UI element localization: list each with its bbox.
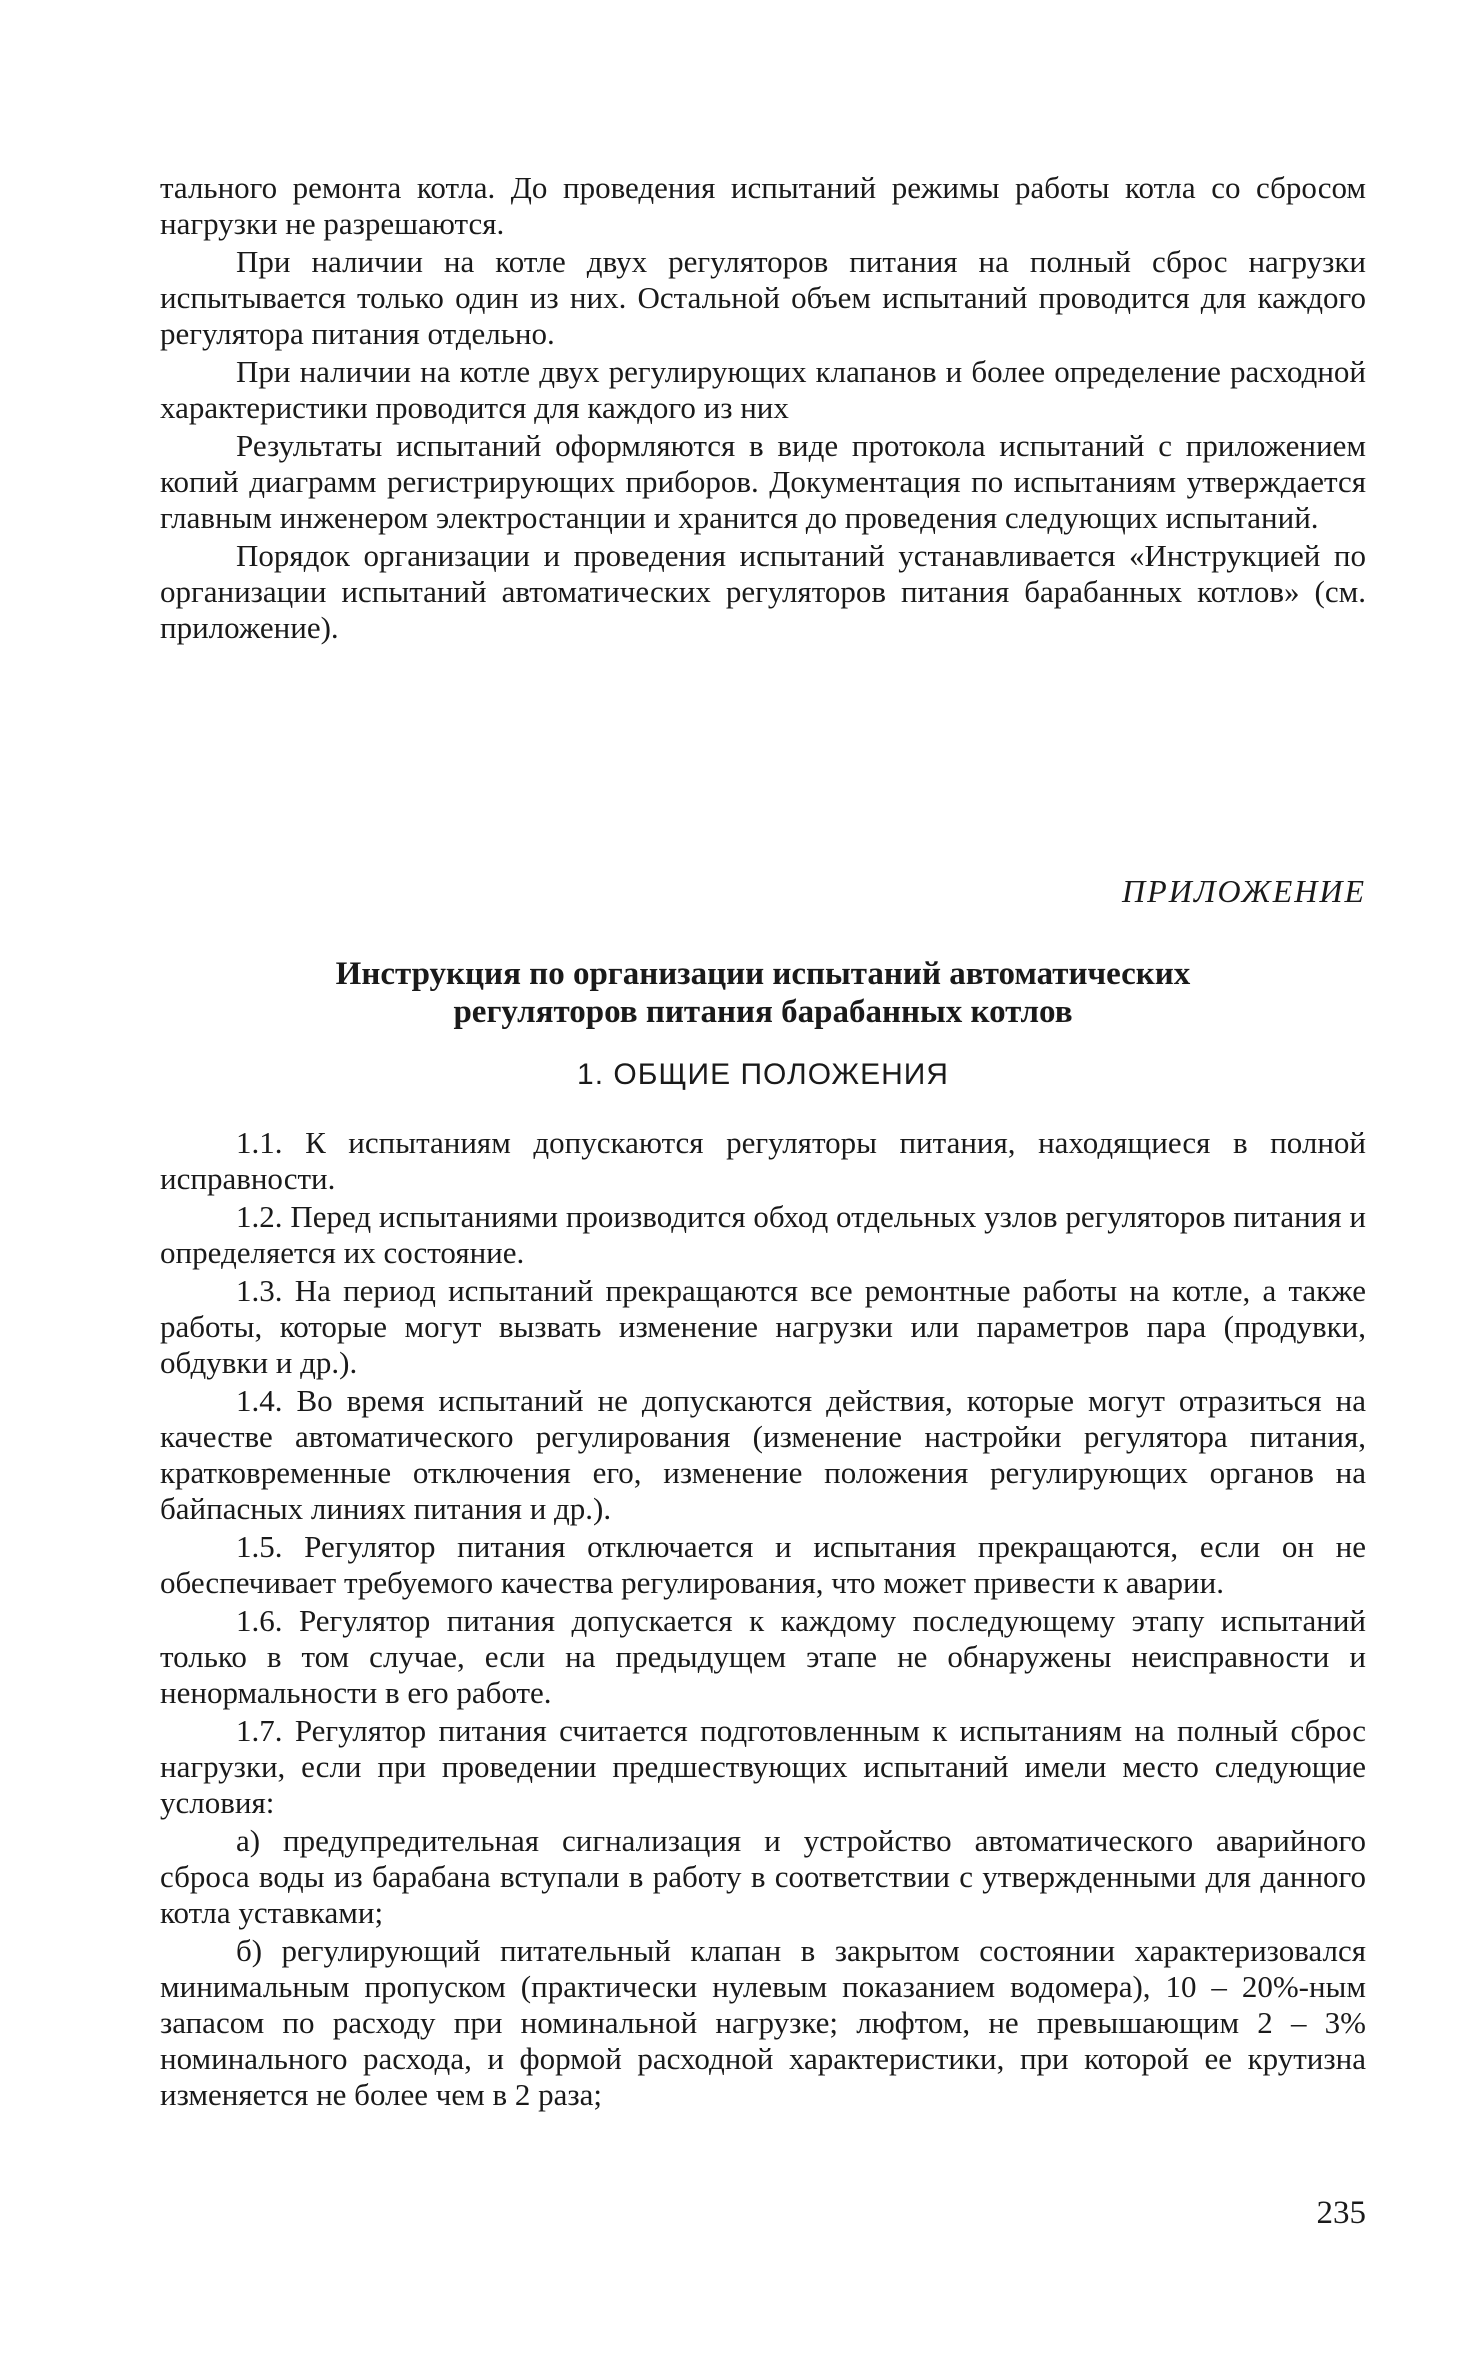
- clause-1-4: 1.4. Во время испытаний не допускаются действия, которые могут отразиться на качестве автоматического регулирования (изменение настройки регулятора питания, кратковременные отключения его, изменение положения регулирующих органов на байпасных линиях питания и др.).: [160, 1383, 1366, 1526]
- paragraph-procedure: Порядок организации и проведения испытаний устанавливается «Инструкцией по организации испытаний автоматических регуляторов питания барабанных котлов» (см. приложение).: [160, 538, 1366, 645]
- page-content: [160, 170, 1366, 2115]
- page-number: 235: [1316, 2195, 1366, 2231]
- clause-1-2: 1.2. Перед испытаниями производится обход отдельных узлов регуляторов питания и определяется их состояние.: [160, 1199, 1366, 1270]
- clause-1-5: 1.5. Регулятор питания отключается и испытания прекращаются, если он не обеспечивает требуемого качества регулирования, что может привести к аварии.: [160, 1529, 1366, 1600]
- clause-1-7-b: б) регулирующий питательный клапан в закрытом состоянии характеризовался минимальным пропуском (практически нулевым показанием водомера), 10 – 20%-ным запасом по расходу при номинальной нагрузке; люфтом, не превышающим 2 – 3% номинального расхода, и формой расходной характеристики, при которой ее крутизна изменяется не более чем в 2 раза;: [160, 1933, 1366, 2112]
- clause-1-7-a: а) предупредительная сигнализация и устройство автоматического аварийного сброса воды из барабана вступали в работу в соответствии с утвержденными для данного котла уставками;: [160, 1823, 1366, 1930]
- clause-1-1: 1.1. К испытаниям допускаются регуляторы питания, находящиеся в полной исправности.: [160, 1125, 1366, 1196]
- paragraph-two-regulators: При наличии на котле двух регуляторов питания на полный сброс нагрузки испытывается только один из них. Остальной объем испытаний проводится для каждого регулятора питания отдельно.: [160, 244, 1366, 351]
- paragraph-two-valves: При наличии на котле двух регулирующих клапанов и более определение расходной характеристики проводится для каждого из них: [160, 354, 1366, 425]
- spacer: [160, 648, 1366, 873]
- instruction-title: [160, 955, 1366, 1031]
- title-line-1: Инструкция по организации испытаний автоматических: [335, 956, 1191, 992]
- clause-1-3: 1.3. На период испытаний прекращаются все ремонтные работы на котле, а также работы, которые могут вызвать изменение нагрузки или параметров пара (продувки, обдувки и др.).: [160, 1273, 1366, 1380]
- title-line-2: регуляторов питания барабанных котлов: [453, 994, 1073, 1030]
- paragraph-test-results: Результаты испытаний оформляются в виде протокола испытаний с приложением копий диаграмм регистрирующих приборов. Документация по испытаниям утверждается главным инженером электростанции и хранится до проведения следующих испытаний.: [160, 428, 1366, 535]
- section-heading: 1. ОБЩИЕ ПОЛОЖЕНИЯ: [577, 1058, 949, 1091]
- appendix-label: ПРИЛОЖЕНИЕ: [1122, 873, 1366, 909]
- clause-1-7: 1.7. Регулятор питания считается подготовленным к испытаниям на полный сброс нагрузки, если при проведении предшествующих испытаний имели место следующие условия:: [160, 1713, 1366, 1820]
- clause-1-6: 1.6. Регулятор питания допускается к каждому последующему этапу испытаний только в том случае, если на предыдущем этапе не обнаружены неисправности и ненормальности в его работе.: [160, 1603, 1366, 1710]
- paragraph-continuation: тального ремонта котла. До проведения испытаний режимы работы котла со сбросом нагрузки не разрешаются.: [160, 170, 1366, 241]
